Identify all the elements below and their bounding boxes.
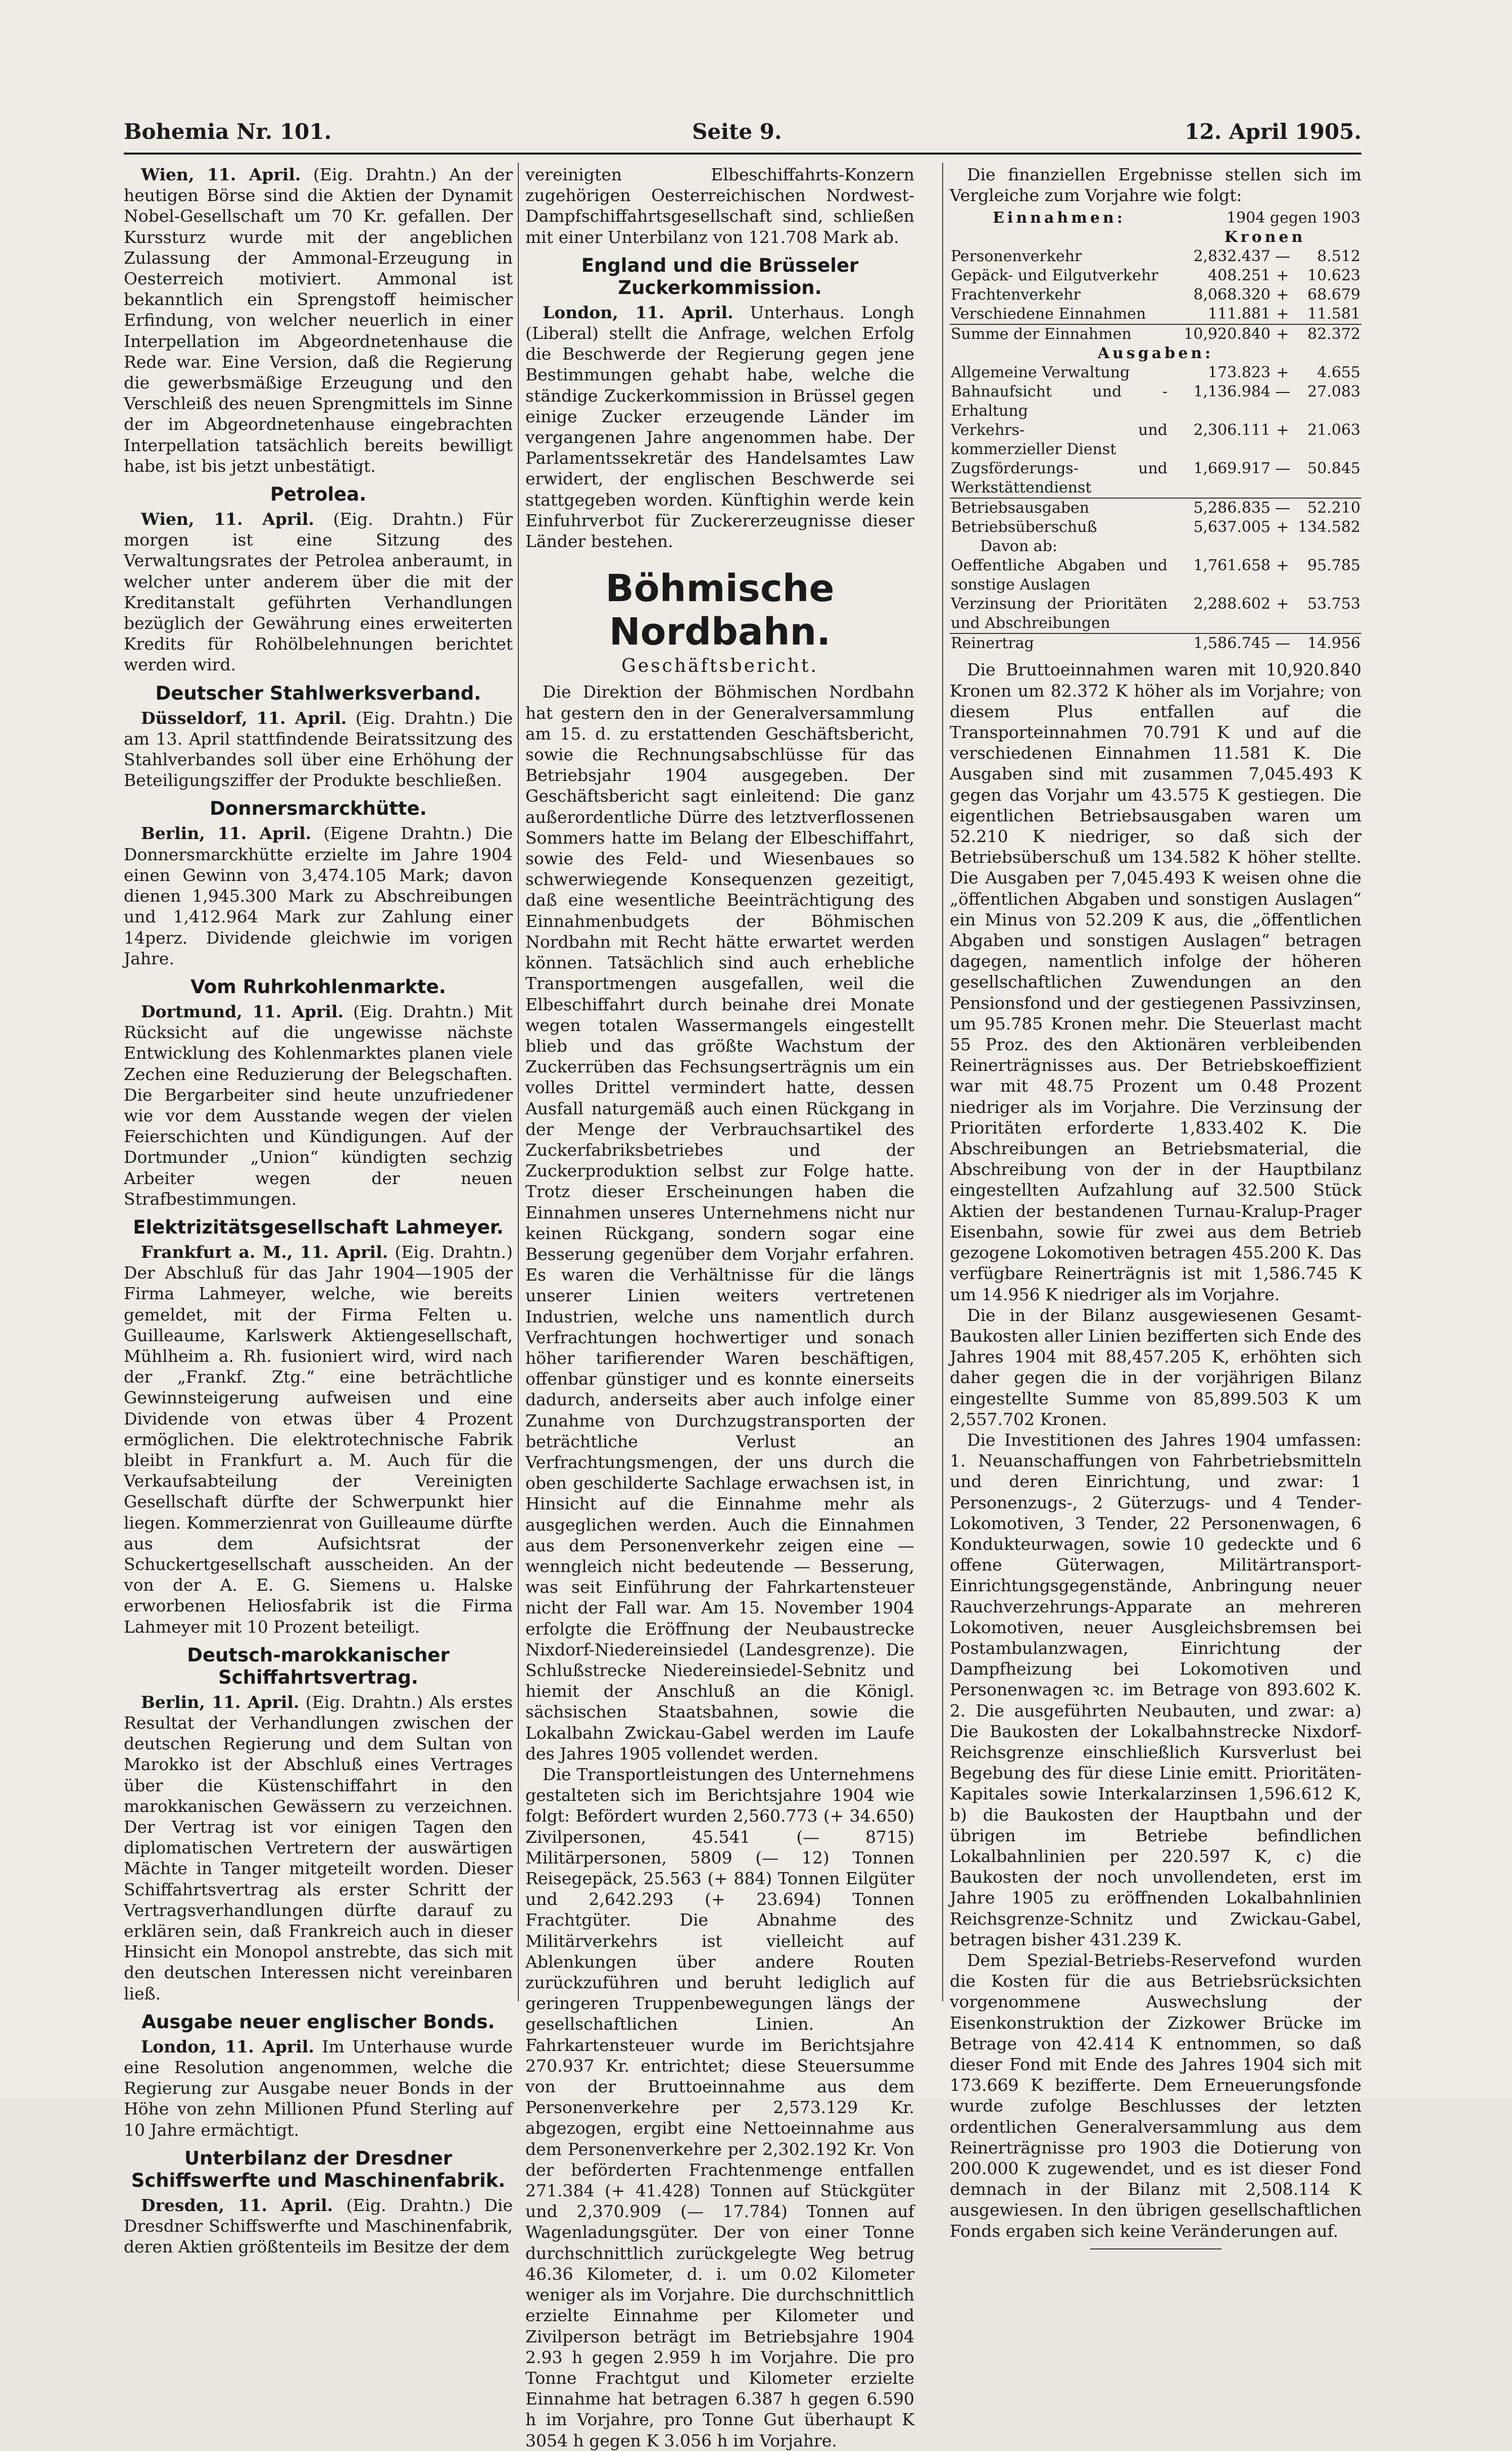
cell-value: 1,136.984 <box>1193 383 1271 401</box>
column-1 <box>124 164 513 2257</box>
article-text: (Eig. Drahtn.) Mit Rücksicht auf die ungewisse nächste Entwicklung des Kohlenmarktes planen viele Zechen eine Reduzierung der Belegschaften. Die Bergarbeiter sind heute unzufriedener wie vor dem Ausstande wegen der vielen Feierschichten und Kündigungen. Auf der Dortmunder „Union“ kündigten sechzig Arbeiter wegen der neuen Strafbestimmungen. <box>124 1001 513 1209</box>
article-lahmeyer <box>124 1242 513 1637</box>
dateline: London, 11. April. <box>543 302 734 322</box>
article-text: (Eig. Drahtn.) Der Abschluß für das Jahr 1904—1905 der Firma Lahmeyer, welche, wie bereits gemeldet, mit der Firma Felten u. Guilleaume, Karlswerk Aktiengesellschaft, Mühlheim a. Rh. fusioniert wird, wird nach der „Frankf. Ztg.“ eine beträchtliche Gewinnsteigerung aufweisen und eine Dividende von etwas über 4 Prozent ermöglichen. Die elektrotechnische Fabrik bleibt in Frankfurt a. M. Auch für die Verkaufsabteilung der Vereinigten Gesellschaft dürfte der Schwerpunkt hier liegen. Kommerzienrat von Guilleaume dürfte aus dem Aufsichtsrat der Schuckertgesellschaft ausscheiden. An der von der A. E. G. Siemens u. Halske erworbenen Heliosfabrik ist die Firma Lahmeyer mit 10 Prozent beteiligt. <box>124 1242 513 1637</box>
cell-value: 5,286.835 <box>1168 498 1272 518</box>
table-row <box>950 518 1361 537</box>
page-number: Seite 9. <box>692 119 782 144</box>
cell-delta: 50.845 <box>1307 460 1360 478</box>
cell-delta: 68.679 <box>1307 286 1360 304</box>
dateline: Wien, 11. April. <box>141 165 301 184</box>
table-row <box>950 595 1361 633</box>
cell-label: Summe der Einnahmen <box>950 324 1168 344</box>
paragraph: Die Transportleistungen des Unternehmens gestalteten sich im Berichtsjahre 1904 wie folgt: Befördert wurden 2,560.773 (+ 34.650) Zivilpersonen, 45.541 (— 8715) Militärpersonen, 5809 (— 12) Tonnen Reisegepäck, 25.563 (+ 884) Tonnen Eilgüter und 2,642.293 (+ 23.694) Tonnen Frachtgüter. Die Abnahme des Militärverkehrs ist vielleicht auf Ablenkungen über andere Routen zurückzuführen und beruht lediglich auf geringeren Truppenbewegungen längs der gesellschaftlichen Linien. An Fahrkartensteuer wurde im Berichtsjahre 270.937 Kr. entrichtet; diese Steuersumme von der Bruttoeinnahme aus dem Personenverkehre per 2,573.129 Kr. abgezogen, ergibt eine Nettoeinnahme aus dem Personenverkehre per 2,302.192 Kr. Von der beförderten Frachtenmenge entfallen 271.384 (+ 41.428) Tonnen auf Stückgüter und 2,370.909 (— 17.784) Tonnen auf Wagenladungsgüter. Der von einer Tonne durchschnittlich zurückgelegte Weg betrug 46.36 Kilometer, d. i. um 0.02 Kilometer weniger als im Vorjahre. Die durchschnittlich erzielte Einnahme per Kilometer und Zivilperson beträgt im Betriebsjahre 1904 2.93 h gegen 2.959 h im Vorjahre. Die pro Tonne Frachtgut und Kilometer erzielte Einnahme hat betragen 6.387 h gegen 6.590 h im Vorjahre, pro Tonne Gut überhaupt K 3054 h gegen K 3.056 h im Vorjahre. <box>525 1764 914 2450</box>
paragraph: Die Direktion der Böhmischen Nordbahn hat gestern den in der Generalversammlung am 15. d. zu erstattenden Geschäftsbericht, sowie die Rechnungsabschlüsse für das Betriebsjahr 1904 ausgegeben. Der Geschäftsbericht sagt einleitend: Die ganz außerordentliche Dürre des letztverflossenen Sommers hatte im Belang der Elbeschiffahrt, sowie des Feld- und Wiesenbaues so schwerwiegende Konsequenzen gezeitigt, daß eine wesentliche Beeinträchtigung des Einnahmenbudgets der Böhmischen Nordbahn mit Recht hätte erwartet werden können. Tatsächlich sind auch erhebliche Transportmengen ausgefallen, weil die Elbeschiffahrt durch beinahe drei Monate wegen totalen Wassermangels eingestellt blieb und das größte Wachstum der Zuckerrüben das Fechsungserträgnis um ein volles Drittel vermindert hatte, dessen Ausfall naturgemäß auch einen Rückgang in der Menge der Verbrauchsartikel des Zuckerfabriksbetriebes und der Zuckerproduktion selbst zur Folge hatte. Trotz dieser Erscheinungen haben die Einnahmen unseres Unternehmens nicht nur keinen Rückgang, sondern sogar eine Besserung gegenüber dem Vorjahr erfahren. Es waren die Verhältnisse für die längs unserer Linien weiters vertretenen Industrien, welche uns namentlich durch Verfrachtungen hochwertiger und sonach höher tarifierender Waren beschäftigen, offenbar günstiger und es konnte einerseits dadurch, anderseits aber auch infolge einer Zunahme von Durchzugstransporten der beträchtliche Verlust an Verfrachtungsmengen, der uns durch die oben geschilderte Sachlage erwachsen ist, in Hinsicht auf die Einnahme mehr als ausgeglichen werden. Auch die Einnahmen aus dem Personenverkehr zeigen eine — wenngleich nicht bedeutende — Besserung, was seit Einführung der Fahrkartensteuer nicht der Fall war. Am 15. November 1904 erfolgte die Eröffnung der Neubaustrecke Nixdorf-Niedereinsiedel (Landesgrenze). Die Schlußstrecke Niedereinsiedel-Sebnitz und hiemit der Anschluß an die Königl. sächsischen Staatsbahnen, sowie die Lokalbahn Zwickau-Gabel werden im Laufe des Jahres 1905 vollendet werden. <box>525 682 914 1763</box>
dateline: Düsseldorf, 11. April. <box>141 708 347 728</box>
cell-sign: + <box>1276 305 1289 323</box>
cell-sign: + <box>1276 286 1289 304</box>
paragraph: Die finanziellen Ergebnisse stellen sich im Vergleiche zum Vorjahre wie folgt: <box>950 165 1361 206</box>
article-text: Unterhaus. Longh (Liberal) stellt die Anfrage, welchen Erfolg die Beschwerde der Regierung gegen jene Bestimmungen gehabt habe, welche die ständige Zuckerkommission in Brüssel gegen einige Zucker erzeugende Länder im vergangenen Jahre angenommen habe. Der Parlamentssekretär des Handelsamtes Law erwidert, der englischen Beschwerde sei stattgegeben worden. Künftighin werde kein Einfuhrverbot für Zuckererzeugnisse dieser Länder bestehen. <box>525 302 914 552</box>
table-row <box>950 421 1361 459</box>
headline-nordbahn: Böhmische Nordbahn. <box>605 567 835 654</box>
subheadline-geschaeftsbericht: Geschäftsbericht. <box>621 656 818 677</box>
cell-sign: + <box>1276 595 1289 613</box>
year-heading: 1904 gegen 1903 <box>1226 209 1360 227</box>
ausgaben-rows <box>950 363 1361 537</box>
cell-delta: 27.083 <box>1307 383 1360 401</box>
ausgaben-heading: Ausgaben: <box>1097 345 1214 363</box>
table-row <box>950 247 1361 266</box>
headline-zuckerkommission: England und die Brüsseler Zuckerkommission. <box>581 254 859 299</box>
column-2 <box>525 164 914 2450</box>
dateline: Wien, 11. April. <box>141 509 314 529</box>
page-header <box>124 119 1361 150</box>
article-text: vereinigten Elbeschiffahrts-Konzern zugehörigen Oesterreichischen Nordwest-Dampfschiffahrtsgesellschaft sind, schließen mit einer Unterbilanz von 121.708 Mark ab. <box>525 165 914 247</box>
column-divider-1 <box>518 163 519 2001</box>
cell-label: Reinertrag <box>950 633 1168 653</box>
cell-label: Bahnaufsicht und -Erhaltung <box>951 383 1167 420</box>
table-header <box>950 209 1361 228</box>
cell-delta: 4.655 <box>1317 364 1360 382</box>
cell-sign: + <box>1276 518 1289 536</box>
cell-sign: + <box>1272 324 1294 344</box>
paragraph: Die Bruttoeinnahmen waren mit 10,920.840 Kronen um 82.372 K höher als im Vorjahre; von diesem Plus entfallen auf die Transporteinnahmen 70.791 K und auf die verschiedenen Einnahmen 11.581 K. Die Ausgaben sind mit zusammen 7,045.493 K gegen das Vorjahr um 43.575 K gestiegen. Die eigentlichen Betriebsausgaben waren um 52.210 K niedriger, so daß sich der Betriebsüberschuß um 134.582 K höher stellte. Die Ausgaben per 7,045.493 K weisen ohne die „öffentlichen Abgaben und sonstigen Auslagen“ ein Minus von 52.209 K aus, die „öffentlichen Abgaben und sonstigen Auslagen“ betragen dagegen, namentlich infolge der höheren gesellschaftlichen Zuwendungen an den Pensionsfond und der gestiegenen Passivzinsen, um 95.785 Kronen mehr. Die Steuerlast macht 55 Proz. des den Aktionären verbleibenden Reinerträgnisses aus. Der Betriebskoeffizient war mit 48.75 Prozent um 0.48 Prozent niedriger als im Vorjahre. Die Verzinsung der Prioritäten erforderte 1,833.402 K. Die Abschreibungen an Betriebsmaterial, die Abschreibung von der in der Hauptbilanz eingestellten Aufzahlung auf 32.500 Stück Aktien der bestandenen Turnau-Kralup-Prager Eisenbahn, sowie für zwei aus dem Betrieb gezogene Lokomotiven betragen 455.200 K. Das verfügbare Reinerträgnis ist mit 1,586.745 K um 14.956 K niedriger als im Vorjahre. <box>950 660 1361 1304</box>
cell-delta: 21.063 <box>1307 421 1360 439</box>
einnahmen-rows <box>950 247 1361 344</box>
cell-value: 1,761.658 <box>1193 557 1271 575</box>
article-wien-dynamit <box>124 164 513 476</box>
headline-donnersmarckhuette: Donnersmarckhütte. <box>210 798 427 820</box>
table-header <box>950 537 1361 556</box>
dateline: Berlin, 11. April. <box>141 823 312 844</box>
cell-delta: 52.210 <box>1294 498 1361 518</box>
davon-rows <box>950 556 1361 653</box>
article-stahlwerksverband <box>124 708 513 791</box>
cell-value: 2,832.437 <box>1193 248 1271 266</box>
cell-value: 1,586.745 <box>1168 633 1272 653</box>
article-end-rule <box>1090 2248 1222 2249</box>
table-header <box>950 344 1361 363</box>
paper-issue: Bohemia Nr. 101. <box>124 119 332 144</box>
article-donnersmarckhuette <box>124 823 513 968</box>
einnahmen-heading: Einnahmen: <box>993 209 1126 227</box>
article-text: (Eig. Drahtn.) Die am 13. April stattfindende Beiratssitzung des Stahlverbandes soll über eine Erhöhung der Beteiligungsziffer der Produkte beschließen. <box>124 708 513 791</box>
cell-value: 8,068.320 <box>1193 286 1271 304</box>
article-text: (Eig. Drahtn.) An der heutigen Börse sind die Aktien der Dynamit Nobel-Gesellschaft um 70 Kr. gefallen. Der Kurssturz wurde mit der angeblichen Zulassung der Ammonal-Erzeugung in Oesterreich motiviert. Ammonal ist bekanntlich ein Sprengstoff heimischer Erfindung, von welcher neuerlich in einer Interpellation im Abgeordnetenhause die Rede war. Eine Version, daß die Regierung die gewerbsmäßige Erzeugung und den Verschleiß des neuen Sprengmittels im Sinne der im Abgeordnetenhause eingebrachten Interpellation tatsächlich bereits bewilligt habe, ist bis jetzt unbestätigt. <box>124 165 513 476</box>
headline-dresden: Unterbilanz der Dresdner Schiffswerfte und Maschinenfabrik. <box>131 2147 506 2191</box>
cell-label: Betriebsüberschuß <box>951 518 1097 536</box>
headline-marokko: Deutsch-marokkanischer Schiffahrtsvertrag. <box>187 1644 450 1688</box>
table-row <box>950 556 1361 595</box>
article-nordbahn <box>525 681 914 2450</box>
article-text: (Eig. Drahtn.) Als erstes Resultat der Verhandlungen zwischen der deutschen Regierung und dem Sultan von Marokko ist der Abschluß eines Vertrages über die Küstenschiffahrt in den marokkanischen Gewässern zu verzeichnen. Der Vertrag ist vor einigen Tagen den diplomatischen Vertretern der auswärtigen Mächte in Tanger mitgeteilt worden. Dieser Schiffahrtsvertrag als erster Schritt der Vertragsverhandlungen dürfte darauf zu erklären sein, daß Frankreich auch in dieser Hinsicht ein Monopol anstrebte, das sich mit den deutschen Interessen nicht vereinbaren ließ. <box>124 1692 513 2003</box>
paragraph: Die Investitionen des Jahres 1904 umfassen: 1. Neuanschaffungen von Fahrbetriebsmitteln und deren Einrichtung, und zwar: 1 Personenzugs-, 2 Güterzugs- und 4 Tender-Lokomotiven, 3 Tender, 22 Personenwagen, 6 Kondukteurwagen, sowie 10 gedeckte und 6 offene Güterwagen, Militärtransport-Einrichtungsgegenstände, Anbringung neuer Rauchverzehrungs-Apparate an mehreren Lokomotiven, neuer Ausgleichsbremsen bei Postambulanzwagen, Einrichtung der Dampfheizung bei Lokomotiven und Personenwagen ꝛc. im Betrage von 893.602 K. 2. Die ausgeführten Neubauten, und zwar: a) Die Baukosten der Lokalbahnstrecke Nixdorf-Reichsgrenze einschließlich Kursverlust bei Begebung des für diese Linie emitt. Prioritäten-Kapitales sowie Interkalarzinsen 1,596.612 K, b) die Baukosten der Hauptbahn und der übrigen im Betriebe befindlichen Lokalbahnlinien per 220.597 K, c) die Baukosten der noch unvollendeten, erst im Jahre 1905 zu eröffnenden Lokalbahnlinien Reichsgrenze-Schnitz und Zwickau-Gabel, betragen bisher 431.239 K. <box>950 1430 1361 1949</box>
cell-delta: 82.372 <box>1294 324 1361 344</box>
cell-label: Betriebsausgaben <box>950 498 1168 518</box>
davon-heading: Davon ab: <box>980 537 1058 556</box>
dateline: Berlin, 11. April. <box>141 1692 300 1712</box>
article-nordbahn-finance <box>950 164 1361 206</box>
headline-ruhrkohlenmarkt: Vom Ruhrkohlenmarkte. <box>190 975 446 998</box>
cell-value: 111.881 <box>1207 305 1271 323</box>
article-nordbahn-results <box>950 659 1361 2241</box>
cell-label: Verschiedene Einnahmen <box>951 305 1146 323</box>
headline-petrolea: Petrolea. <box>270 483 367 506</box>
cell-value: 10,920.840 <box>1168 324 1272 344</box>
table-header <box>950 228 1361 247</box>
cell-value: 408.251 <box>1207 267 1271 285</box>
table-row <box>950 266 1361 285</box>
cell-sign: — <box>1275 460 1290 478</box>
article-text: (Eig. Drahtn.) Die Dresdner Schiffswerfte und Maschinenfabrik, deren Aktien größtenteils im Besitze der dem <box>124 2195 513 2257</box>
cell-value: 2,306.111 <box>1193 421 1271 439</box>
cell-label: Zugsförderungs- und Werkstättendienst <box>951 460 1167 497</box>
headline-lahmeyer: Elektrizitätsgesellschaft Lahmeyer. <box>133 1216 504 1238</box>
article-marokko <box>124 1692 513 2004</box>
cell-label: Verkehrs- und kommerzieller Dienst <box>951 421 1167 459</box>
cell-value: 2,288.602 <box>1193 595 1271 613</box>
cell-value: 1,669.917 <box>1193 460 1271 478</box>
paragraph: Dem Spezial-Betriebs-Reservefond wurden die Kosten für die aus Betriebsrücksichten vorgenommene Auswechslung der Eisenkonstruktion der Zizkower Brücke im Betrage von 42.414 K entnommen, so daß dieser Fond mit Ende des Jahres 1904 sich mit 173.669 K bezifferte. Dem Erneuerungsfonde wurde zufolge Beschlusses der letzten ordentlichen Generalversammlung aus dem Reinerträgnisse pro 1903 die Dotierung von 200.000 K zugewendet, und es ist dieser Fond demnach in der Bilanz mit 2,508.114 K ausgewiesen. In den übrigen gesellschaftlichen Fonds ergaben sich keine Veränderungen auf. <box>950 1950 1361 2241</box>
cell-delta: 14.956 <box>1294 633 1361 653</box>
table-row <box>950 363 1361 382</box>
table-row <box>950 633 1361 653</box>
table-row <box>950 382 1361 421</box>
cell-label: Personenverkehr <box>951 248 1082 266</box>
cell-sign: — <box>1272 633 1294 653</box>
article-dresden-continued <box>525 164 914 248</box>
cell-delta: 11.581 <box>1307 305 1360 323</box>
table-row <box>950 305 1361 324</box>
dateline: London, 11. April. <box>141 2036 314 2056</box>
dateline: Dresden, 11. April. <box>141 2195 333 2215</box>
table-row <box>950 285 1361 305</box>
cell-delta: 8.512 <box>1317 248 1360 266</box>
cell-label: Verzinsung der Prioritäten und Abschreibungen <box>951 595 1167 632</box>
cell-sign: — <box>1275 248 1290 266</box>
article-text: Im Unterhause wurde eine Resolution angenommen, welche die Regierung zur Ausgabe neuer Bonds in der Höhe von zehn Millionen Pfund Sterling auf 10 Jahre ermächtigt. <box>124 2036 513 2140</box>
cell-value: 5,637.005 <box>1193 518 1271 536</box>
dateline: Dortmund, 11. April. <box>141 1001 344 1021</box>
article-petrolea <box>124 509 513 675</box>
article-ruhrkohlenmarkt <box>124 1001 513 1209</box>
cell-label: Frachtenverkehr <box>951 286 1081 304</box>
article-bonds <box>124 2036 513 2140</box>
cell-delta: 10.623 <box>1307 267 1360 285</box>
headline-stahlwerksverband: Deutscher Stahlwerksverband. <box>155 682 481 704</box>
cell-sign: + <box>1276 557 1289 575</box>
dateline: Frankfurt a. M., 11. April. <box>141 1242 388 1262</box>
article-zuckerkommission <box>525 302 914 552</box>
paragraph: Die in der Bilanz ausgewiesenen Gesamt-Baukosten aller Linien bezifferten sich Ende des Jahres 1904 mit 88,457.205 K, erhöhten sich daher gegen die in der vorjährigen Bilanz eingestellte Summe von 85,899.503 K um 2,557.702 Kronen. <box>950 1305 1361 1429</box>
cell-delta: 95.785 <box>1307 557 1360 575</box>
cell-label: Oeffentliche Abgaben und sonstige Auslagen <box>951 557 1167 594</box>
cell-delta: 134.582 <box>1297 518 1360 536</box>
column-3 <box>950 164 1361 2241</box>
cell-label: Allgemeine Verwaltung <box>951 364 1130 382</box>
table-row <box>950 459 1361 498</box>
article-dresden <box>124 2195 513 2258</box>
column-divider-2 <box>942 163 943 2001</box>
headline-bonds: Ausgabe neuer englischer Bonds. <box>141 2011 495 2033</box>
header-rule <box>124 153 1361 155</box>
cell-value: 173.823 <box>1207 364 1271 382</box>
finance-table <box>950 209 1361 653</box>
article-text: (Eigene Drahtn.) Die Donnersmarckhütte erzielte im Jahre 1904 einen Gewinn von 3,474.105 Mark; davon dienen 1,945.300 Mark zu Abschreibungen und 1,412.964 Mark zur Zahlung einer 14perz. Dividende gleichwie im vorigen Jahre. <box>124 823 513 968</box>
cell-sign: — <box>1275 383 1290 401</box>
page-date: 12. April 1905. <box>1185 119 1361 144</box>
cell-sign: — <box>1272 498 1294 518</box>
cell-sign: + <box>1276 421 1289 439</box>
cell-delta: 53.753 <box>1307 595 1360 613</box>
unit-heading: Kronen <box>1224 228 1306 247</box>
table-row <box>950 324 1361 344</box>
table-row <box>950 498 1361 518</box>
article-text: (Eig. Drahtn.) Für morgen ist eine Sitzung des Verwaltungsrates der Petrolea anberaumt, in welcher unter anderem über die mit der Kreditanstalt geführten Verhandlungen bezüglich der Gewährung eines erweiterten Kredits für Rohölbelehnungen berichtet werden wird. <box>124 509 513 675</box>
cell-sign: + <box>1276 364 1289 382</box>
cell-label: Gepäck- und Eilgutverkehr <box>951 267 1158 285</box>
cell-sign: + <box>1276 267 1289 285</box>
